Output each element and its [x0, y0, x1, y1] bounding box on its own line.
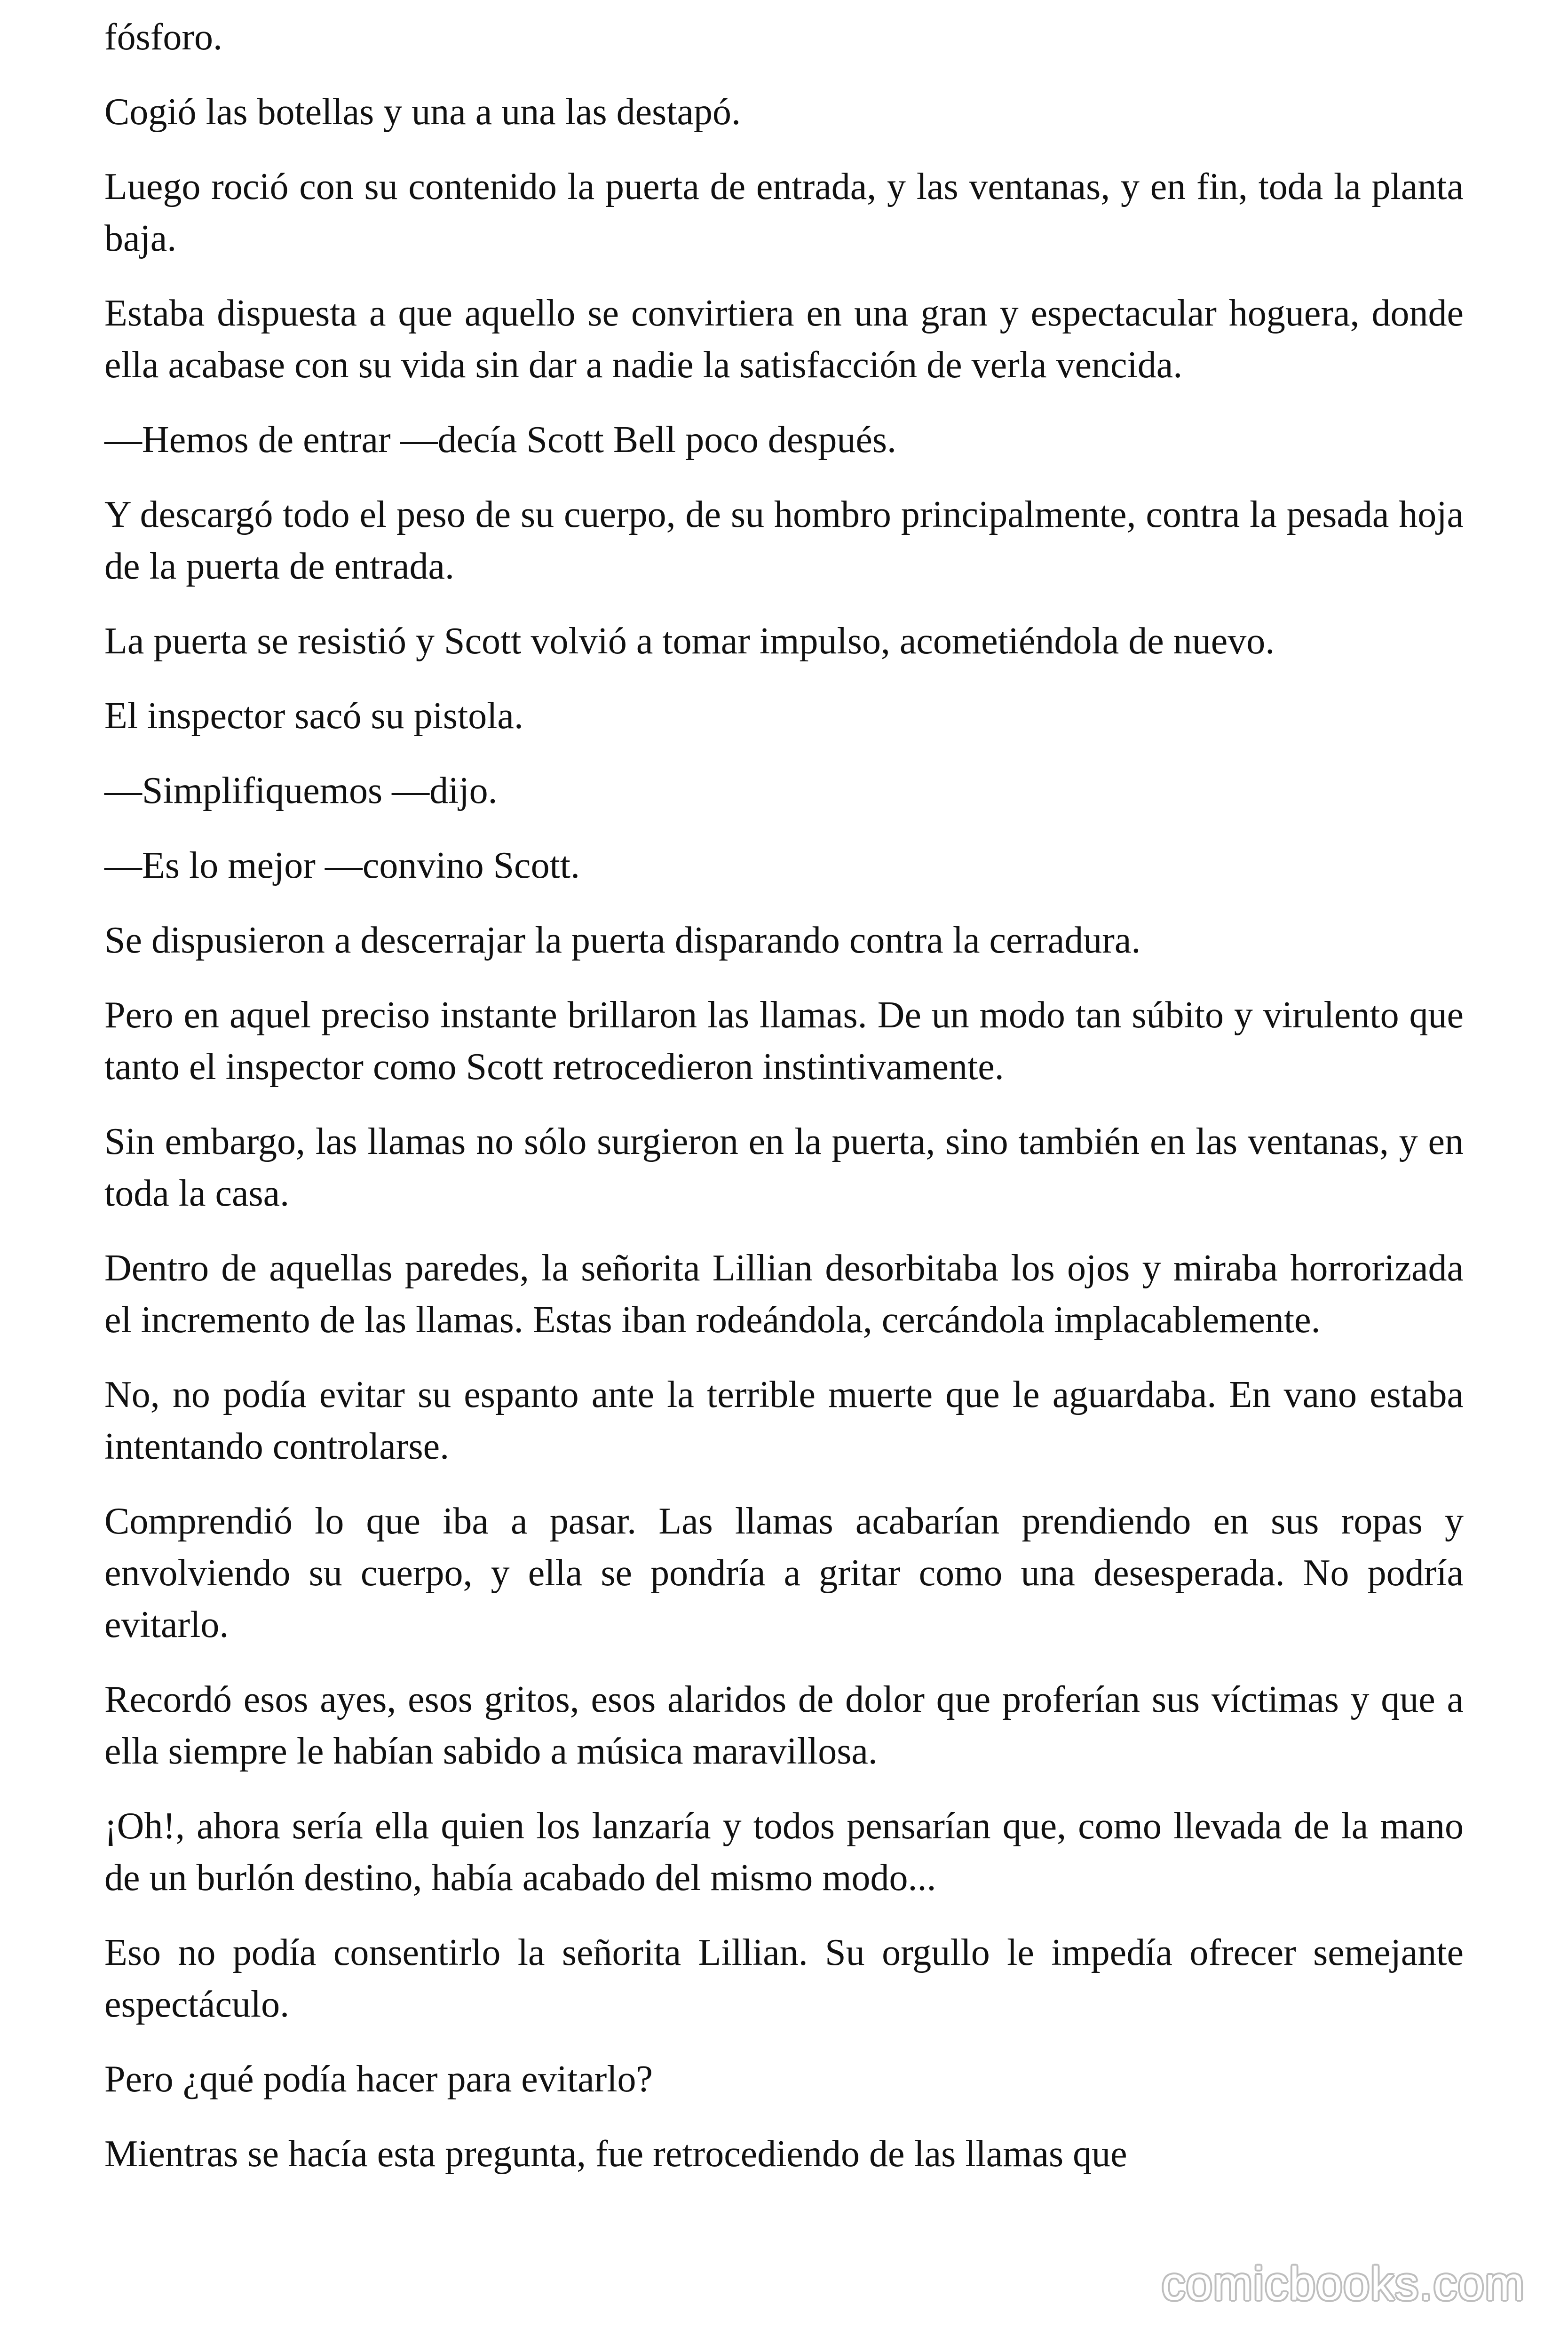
paragraph: Pero ¿qué podía hacer para evitarlo? — [104, 2058, 653, 2100]
paragraph: fósforo. — [104, 16, 223, 58]
paragraph: —Simplifiquemos —dijo. — [104, 770, 498, 811]
paragraph: El inspector sacó su pistola. — [104, 695, 523, 737]
paragraph: —Hemos de entrar —decía Scott Bell poco después. — [104, 419, 896, 461]
paragraph: Dentro de aquellas paredes, la señorita Lillian desorbitaba los ojos y miraba horrorizada el incremento de las llamas. Estas iban rodeándola, cercándola implacablemente. — [104, 1248, 1464, 1341]
paragraph: Cogió las botellas y una a una las destapó. — [104, 91, 741, 133]
paragraph: Recordó esos ayes, esos gritos, esos alaridos de dolor que proferían sus víctimas y que a ella siempre le habían sabido a música maravillosa. — [104, 1679, 1464, 1772]
watermark: comicbooks.com — [1162, 2257, 1525, 2310]
paragraph: Y descargó todo el peso de su cuerpo, de su hombro principalmente, contra la pesada hoja de la puerta de entrada. — [104, 494, 1464, 587]
paragraph: La puerta se resistió y Scott volvió a tomar impulso, acometiéndola de nuevo. — [104, 620, 1275, 662]
paragraph: No, no podía evitar su espanto ante la terrible muerte que le aguardaba. En vano estaba intentando controlarse. — [104, 1374, 1464, 1467]
paragraph: Comprendió lo que iba a pasar. Las llamas acabarían prendiendo en sus ropas y envolviendo su cuerpo, y ella se pondría a gritar como una desesperada. No podría evitarlo. — [104, 1501, 1464, 1645]
paragraph: Pero en aquel preciso instante brillaron las llamas. De un modo tan súbito y virulento que tanto el inspector como Scott retrocedieron instintivamente. — [104, 994, 1464, 1088]
paragraph: Eso no podía consentirlo la señorita Lillian. Su orgullo le impedía ofrecer semejante espectáculo. — [104, 1932, 1464, 2025]
paragraph: Se dispusieron a descerrajar la puerta disparando contra la cerradura. — [104, 920, 1141, 961]
paragraph: Sin embargo, las llamas no sólo surgieron en la puerta, sino también en las ventanas, y en toda la casa. — [104, 1121, 1464, 1214]
paragraph: —Es lo mejor —convino Scott. — [104, 845, 580, 886]
paragraph: ¡Oh!, ahora sería ella quien los lanzaría y todos pensarían que, como llevada de la mano de un burlón destino, había acabado del mismo modo... — [104, 1805, 1464, 1899]
page-text — [104, 11, 1464, 2203]
paragraph: Estaba dispuesta a que aquello se convirtiera en una gran y espectacular hoguera, donde ella acabase con su vida sin dar a nadie la satisfacción de verla vencida. — [104, 293, 1464, 386]
paragraph: Luego roció con su contenido la puerta de entrada, y las ventanas, y en fin, toda la planta baja. — [104, 166, 1464, 259]
paragraph: Mientras se hacía esta pregunta, fue retrocediendo de las llamas que — [104, 2133, 1127, 2175]
